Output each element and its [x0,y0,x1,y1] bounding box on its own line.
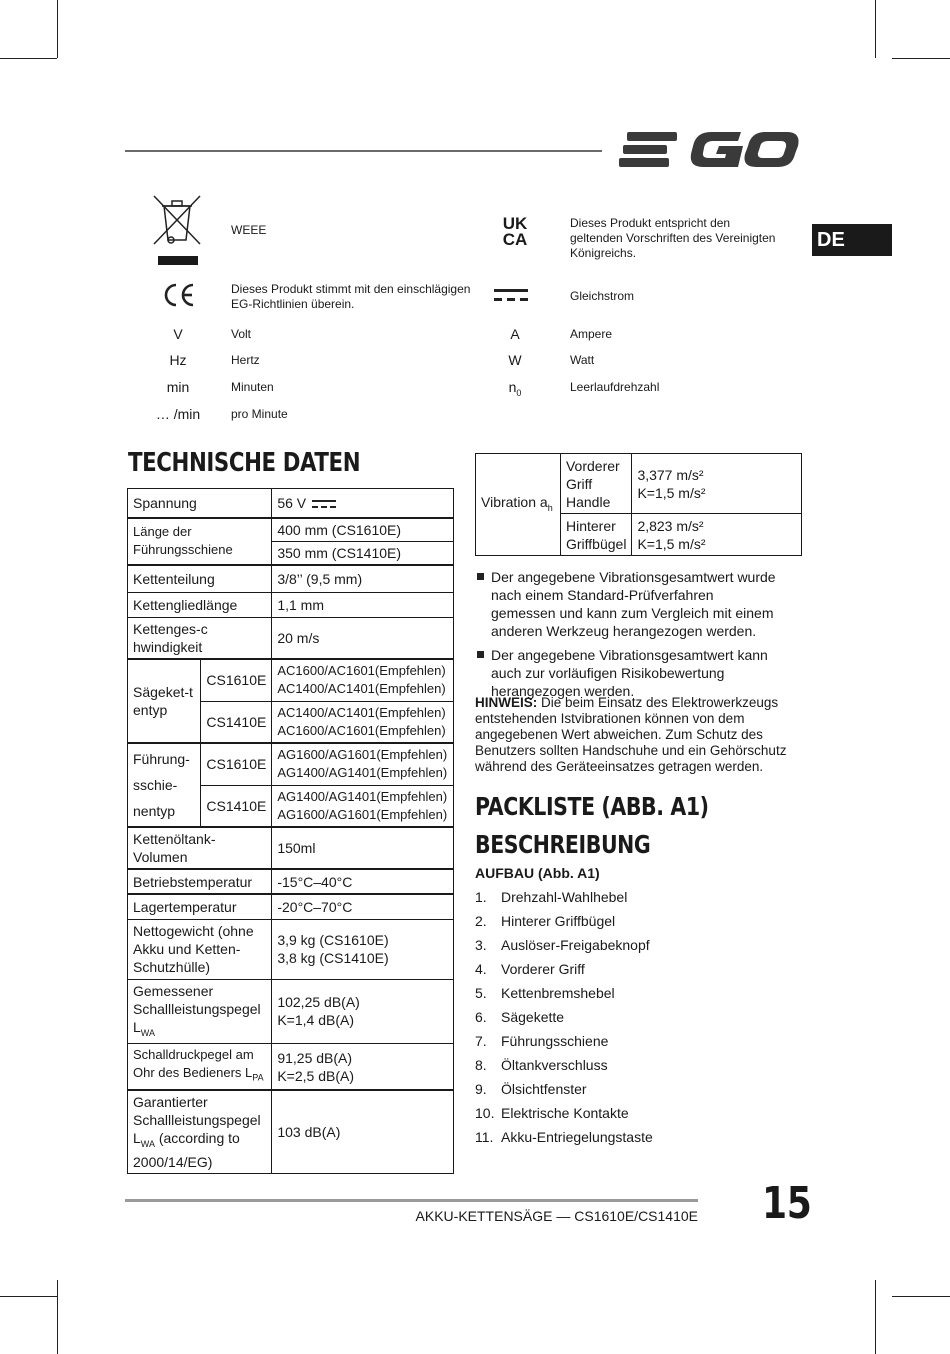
spannung-value [272,489,454,518]
list-item [475,957,795,981]
list-item-text: Akku-Entriegelungstaste [501,1129,653,1145]
schienentyp-model-1: CS1610E [201,743,272,785]
vibration-notes [475,568,800,706]
header-rule [125,150,602,152]
garantiert-label [128,1090,272,1173]
table-row [128,869,454,894]
spannung-label: Spannung [128,489,272,518]
kettentyp-label-text: Sägeket-tentyp [133,684,193,718]
table-row [128,979,454,1044]
vibration-value: K=1,5 m/s² [637,535,706,552]
kettentyp-model-1: CS1610E [201,659,272,701]
leistung-values [272,979,454,1044]
list-item [475,933,795,957]
leistung-label-sub: WA [140,1027,155,1038]
list-item-number: 8. [475,1057,487,1073]
table-row [128,894,454,919]
tech-data-heading: TECHNISCHE DATEN [128,448,361,478]
druck-values [272,1044,454,1090]
per-minute-text: pro Minute [231,407,288,421]
schienentyp-value: AG1600/AG1601(Empfehlen) [277,806,448,822]
no-load-speed-text: Leerlaufdrehzahl [570,380,660,394]
hinweis-note [475,695,805,775]
bullet-item: Der angegebene Vibrationsgesamtwert wurde nach einem Standard-Prüfverfahren gemessen und kann zum Vergleich mit einem anderen Werkzeug herangezogen werden. [475,568,781,640]
list-item-text: Öltankverschluss [501,1057,608,1073]
crop-mark [875,0,876,58]
list-item-number: 7. [475,1033,487,1049]
table-row [128,565,454,592]
vibration-value: 2,823 m/s² [637,517,704,534]
ego-logo [615,128,805,172]
spannung-value-text: 56 V [277,494,307,511]
vibration-front-name: Vorderer Griff Handle [560,454,631,514]
direct-current-text: Gleichstrom [570,289,635,303]
vibration-label-sub: h [547,502,553,513]
list-item [475,981,795,1005]
direct-current-icon [312,499,336,509]
volt-symbol: V [173,326,183,342]
leistung-value: 102,25 dB(A) [277,994,360,1011]
ukca-bottom: CA [502,230,528,249]
weee-text: WEEE [231,223,267,237]
garantiert-label-b: (according to 2000/14/EG) [133,1129,240,1170]
crop-mark [892,58,950,59]
bullet-item: Der angegebene Vibrationsgesamtwert kann auch zur vorläufigen Risikobewertung herangezogen werden. [475,646,800,700]
schienentyp-values-2 [272,785,454,827]
list-item-text: Drehzahl-Wahlhebel [501,889,628,905]
minutes-symbol: min [166,379,190,395]
schienentyp-values-1 [272,743,454,785]
vibration-front-values [632,454,802,514]
list-item-text: Führungsschiene [501,1033,609,1049]
minutes-text: Minuten [231,380,274,394]
ampere-symbol: A [510,326,520,342]
kettentyp-value: AC1400/AC1401(Empfehlen) [277,704,446,720]
aufbau-subheading: AUFBAU (Abb. A1) [475,865,600,881]
table-row [128,827,454,869]
list-item-text: Sägekette [501,1009,565,1025]
ukca-text: Dieses Produkt entspricht den geltenden Vorschriften des Vereinigten Königreichs. [570,216,776,260]
crop-mark [57,0,58,58]
list-item [475,1005,795,1029]
list-item-text: Vorderer Griff [501,961,585,977]
footer-title: AKKU-KETTENSÄGE — CS1610E/CS1410E [415,1208,698,1224]
druck-value: K=2,5 dB(A) [277,1067,354,1084]
gliedlaenge-value: 1,1 mm [272,592,454,617]
garantiert-label-a: Garantierter Schallleistungspegel L [133,1093,261,1146]
vibration-label [476,454,561,556]
betrieb-label: Betriebstemperatur [128,869,272,894]
laenge-label: Länge der Führungsschiene [128,518,272,566]
gewicht-label: Nettogewicht (ohne Akku und Ketten-Schutzhülle) [128,919,272,979]
oeltank-value: 150ml [272,827,454,869]
table-row [128,1090,454,1173]
garantiert-value: 103 dB(A) [272,1090,454,1173]
betrieb-value: -15°C–40°C [272,869,454,894]
schienentyp-label [128,743,201,827]
leistung-value: K=1,4 dB(A) [277,1012,354,1029]
list-item [475,1077,795,1101]
lager-label: Lagertemperatur [128,894,272,919]
list-item-number: 9. [475,1081,487,1097]
druck-label [128,1044,272,1090]
list-item-text: Kettenbremshebel [501,985,615,1001]
leistung-label [128,979,272,1044]
kettentyp-values-1 [272,659,454,701]
packliste-heading: PACKLISTE (ABB. A1) [475,792,709,821]
kettentyp-label [128,659,201,743]
hertz-text: Hertz [231,353,260,367]
vibration-value: K=1,5 m/s² [637,484,706,501]
list-item [475,1125,795,1149]
list-item-number: 6. [475,1009,487,1025]
vibration-value: 3,377 m/s² [637,466,704,483]
volt-text: Volt [231,327,252,341]
table-row [476,454,802,514]
leistung-label-text: Gemessener Schallleistungspegel L [133,982,261,1035]
crop-mark [0,58,57,59]
schienentyp-model-2: CS1410E [201,785,272,827]
hertz-symbol: Hz [169,352,187,368]
ce-text: Dieses Produkt stimmt mit den einschlägigen EG-Richtlinien überein. [231,282,471,311]
watt-symbol: W [508,352,522,368]
geschw-label-text: Kettenges-chwindigkeit [133,620,208,655]
crop-mark [892,1296,950,1297]
crop-mark [875,1280,876,1354]
gewicht-value: 3,9 kg (CS1610E) [277,932,389,948]
list-item [475,909,795,933]
schienentyp-value: AG1400/AG1401(Empfehlen) [277,765,448,781]
table-row [128,617,454,659]
list-item [475,1101,795,1125]
ampere-text: Ampere [570,327,613,341]
hinweis-text: Die beim Einsatz des Elektrowerkzeugs entstehenden Istvibrationen können von dem angegebenen Wert abweichen. Zum Schutz des Benutzers sollten Handschuhe und ein Gehörschutz während des Geräteeinsatzes getragen werden. [475,695,787,774]
list-item [475,885,795,909]
list-item-text: Auslöser-Freigabeknopf [501,937,650,953]
table-row [128,919,454,979]
direct-current-icon [494,287,528,303]
list-item-number: 5. [475,985,487,1001]
weee-bin-icon [150,192,204,268]
per-minute-symbol: … /min [155,406,201,422]
parts-list [475,885,795,1149]
table-row [128,743,454,785]
oeltank-label: Kettenöltank-Volumen [128,827,272,869]
garantiert-label-sub: WA [140,1138,155,1149]
hinweis-label: HINWEIS: [475,695,538,710]
vibration-label-text: Vibration a [481,493,548,510]
gewicht-value: 3,8 kg (CS1410E) [277,950,389,966]
crop-mark [0,1296,57,1297]
schienentyp-label-1: Führung- [133,751,190,767]
tech-data-table [127,488,454,1174]
lager-value: -20°C–70°C [272,894,454,919]
kettentyp-model-2: CS1410E [201,701,272,743]
druck-label-text: Schalldruckpegel am Ohr des Bedieners L [133,1047,254,1081]
kettentyp-values-2 [272,701,454,743]
schienentyp-value: AG1600/AG1601(Empfehlen) [277,747,448,763]
table-row [128,1044,454,1090]
beschreibung-heading: BESCHREIBUNG [475,830,651,859]
druck-label-sub: PA [252,1072,264,1083]
gliedlaenge-label: Kettengliedlänge [128,592,272,617]
vibration-rear-name: Hinterer Griffbügel [560,514,631,556]
table-row [128,592,454,617]
list-item-number: 1. [475,889,487,905]
druck-value: 91,25 dB(A) [277,1049,353,1066]
kettentyp-value: AC1600/AC1601(Empfehlen) [277,663,446,679]
list-item-text: Hinterer Griffbügel [501,913,616,929]
list-item-number: 2. [475,913,487,929]
kettentyp-value: AC1400/AC1401(Empfehlen) [277,681,446,697]
no-load-speed-n: n [508,379,517,395]
language-tab [812,224,892,256]
list-item-number: 11. [475,1129,494,1145]
watt-text: Watt [570,353,595,367]
schienentyp-value: AG1400/AG1401(Empfehlen) [277,788,448,804]
list-item [475,1029,795,1053]
list-item-text: Ölsichtfenster [501,1081,587,1097]
table-row [128,518,454,542]
ce-mark-icon [162,282,196,308]
list-item-text: Elektrische Kontakte [501,1105,629,1121]
page-number: 15 [762,1178,812,1229]
ukca-mark-icon [497,216,533,250]
no-load-speed-sub: 0 [516,387,522,398]
list-item-number: 4. [475,961,487,977]
geschw-label [128,617,272,659]
teilung-label: Kettenteilung [128,565,272,592]
table-row [128,659,454,701]
footer-rule [125,1199,698,1202]
geschw-value: 20 m/s [272,617,454,659]
kettentyp-value: AC1600/AC1601(Empfehlen) [277,722,446,738]
language-tab-label: DE [817,229,845,251]
table-row [128,489,454,518]
list-item-number: 10. [475,1105,495,1121]
no-load-speed-symbol [500,379,530,398]
crop-mark [57,1280,58,1354]
list-item-number: 3. [475,937,487,953]
laenge-value-2: 350 mm (CS1410E) [272,541,454,565]
gewicht-values [272,919,454,979]
vibration-table [475,453,802,556]
ukca-top: UK [502,214,528,233]
schienentyp-label-3: nentyp [133,803,176,819]
laenge-value-1: 400 mm (CS1610E) [272,518,454,542]
vibration-rear-values [632,514,802,556]
list-item [475,1053,795,1077]
teilung-value: 3/8’’ (9,5 mm) [272,565,454,592]
schienentyp-label-2: sschie- [133,777,178,793]
